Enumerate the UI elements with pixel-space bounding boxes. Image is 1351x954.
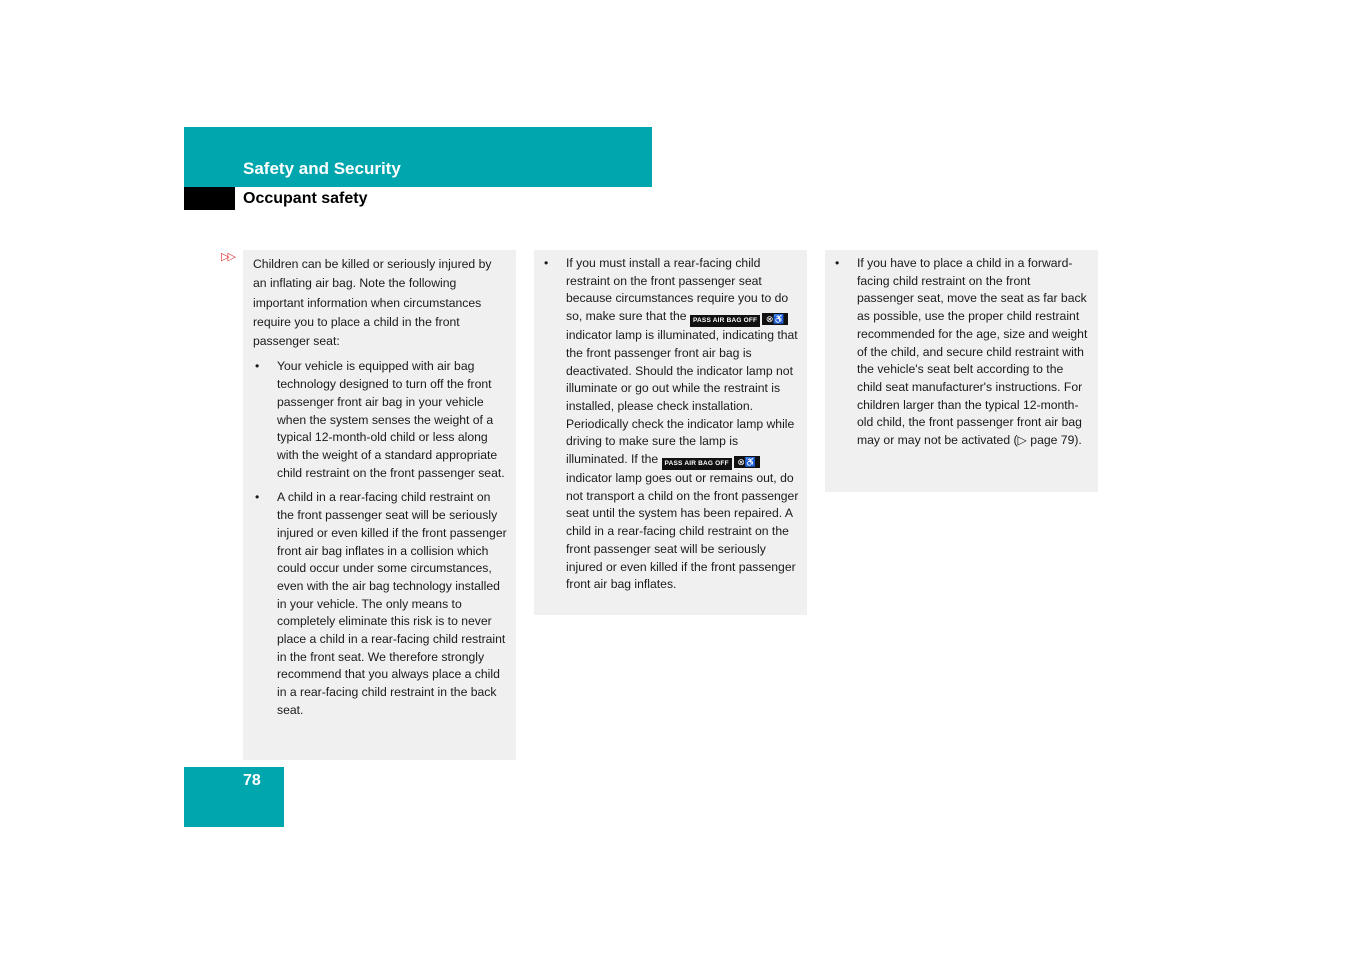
pass-air-bag-off-lamp-icon: PASS AIR BAG OFF [690, 315, 760, 327]
bullet-icon: • [255, 490, 260, 505]
list-item: • If you must install a rear-facing child restraint on the front passenger seat because circumstances require you to do so, make sure that the PASS AIR BAG OFF ⊗♿indicator lamp is illuminated, indicating that the front passenger front air bag is deactivated. Should the indicator lamp not illuminate or go out while the restraint is installed, please check installation. Periodically check the indicator lamp while driving to make sure the lamp is illuminated. If the PASS AIR BAG OFF ⊗♿indicator lamp goes out or remains out, do not transport a child on the front passenger seat until the system has been repaired. A child in a rear-facing child restraint on the front passenger seat will be seriously injured or even killed if the front passenger front air bag inflates. [544, 256, 799, 592]
warning-column-1 [243, 250, 516, 760]
subsection-title: Occupant safety [243, 190, 368, 207]
warning-intro: Children can be killed or seriously injured by an inflating air bag. Note the following important information when circumstances require you to place a child in the front passenger seat: [253, 257, 492, 349]
list-item: • If you have to place a child in a forward-facing child restraint on the front passenger seat, move the seat as far back as possible, use the proper child restraint recommended for the age, size and weight of the child, and secure child restraint with the vehicle's seat belt according to the child seat manufacturer's instructions. For children larger than the typical 12-month-old child, the front passenger front air bag may or may not be activated (▷ page 79). [835, 256, 1088, 448]
pass-air-bag-off-lamp-icon: PASS AIR BAG OFF [662, 458, 732, 470]
bullet-icon: • [835, 256, 840, 270]
bullet-icon: • [255, 359, 260, 374]
airbag-off-symbol-icon: ⊗♿ [734, 456, 760, 468]
page-number: 78 [243, 772, 261, 789]
list-item: • Your vehicle is equipped with air bag technology designed to turn off the front passenger front air bag in your vehicle when the system senses the weight of a typical 12-month-old child or less along with the weight of a standard appropriate child restraint on the front passenger seat. [255, 359, 505, 480]
section-marker-tab [184, 187, 235, 210]
warning-column-2 [534, 250, 807, 615]
airbag-off-symbol-icon: ⊗♿ [762, 313, 788, 325]
section-title: Safety and Security [243, 159, 401, 178]
list-item: • A child in a rear-facing child restraint on the front passenger seat will be seriously injured or even killed if the front passenger front air bag inflates in a collision which could occur under some circumstances, even with the air bag technology installed in your vehicle. The only means to completely eliminate this risk is to never place a child in a rear-facing child restraint in the front seat. We therefore strongly recommend that you always place a child in a rear-facing child restraint in the back seat. [255, 490, 507, 717]
bullet-icon: • [544, 256, 549, 270]
warning-column-3 [825, 250, 1098, 492]
continued-arrows-icon: ▷▷ [221, 251, 234, 263]
page-number-band [184, 767, 284, 827]
